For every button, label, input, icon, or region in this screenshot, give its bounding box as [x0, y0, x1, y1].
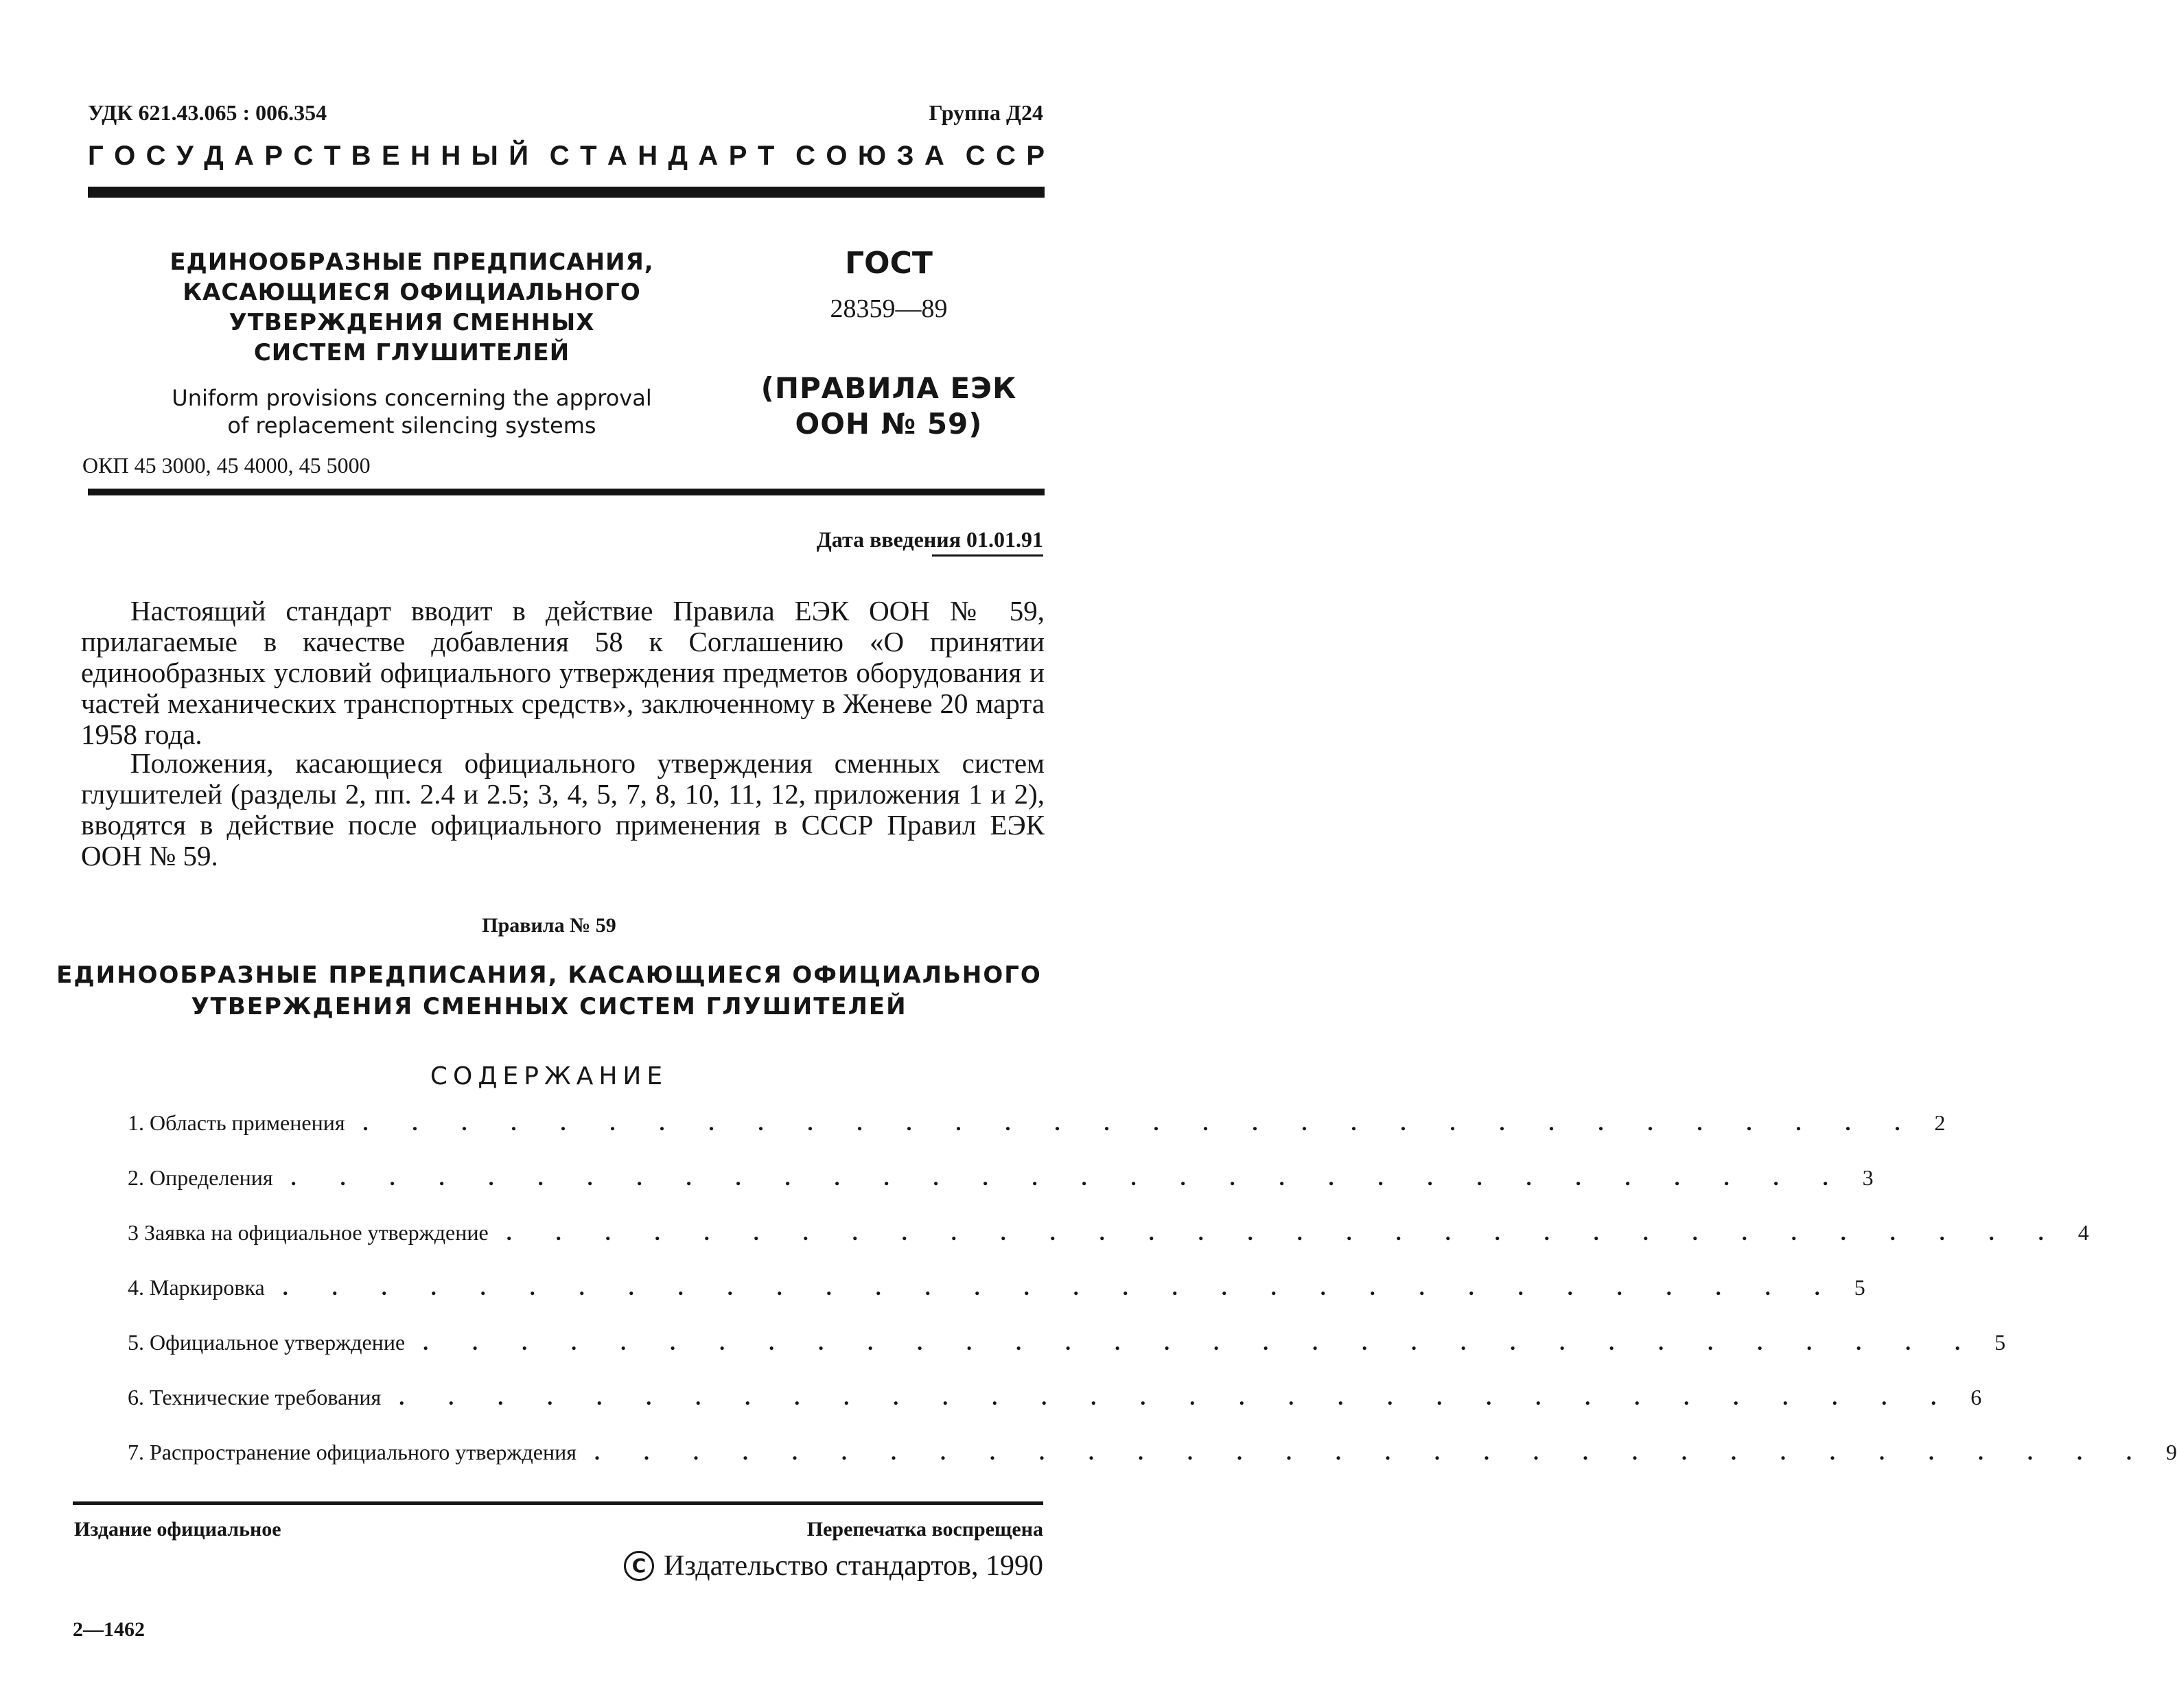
toc-item-label: 5. Официальное утверждение — [128, 1330, 406, 1355]
toc-item[interactable] — [128, 1385, 1982, 1440]
state-standard-letter: Н — [638, 141, 658, 171]
state-standard-letter: Ы — [471, 141, 498, 171]
table-of-contents — [128, 1110, 2177, 1495]
state-standard-letter: Д — [204, 141, 224, 171]
publisher-name: Издательство стандартов, 1990 — [664, 1550, 1043, 1582]
top-divider — [88, 187, 1045, 198]
state-standard-letter: Т — [323, 141, 341, 171]
toc-item-label: 7. Распространение официального утверждения — [128, 1440, 577, 1464]
state-standard-letter: В — [351, 141, 371, 171]
toc-item-label: 4. Маркировка — [128, 1275, 265, 1300]
state-standard-heading — [88, 141, 1045, 172]
title-ru-line: КАСАЮЩИЕСЯ ОФИЦИАЛЬНОГО — [183, 279, 641, 306]
toc-leader-dots: . . . . . . . . . . . . . . . . . . . . . . . . . . . . . . . . — [399, 1385, 1956, 1409]
contents-heading: СОДЕРЖАНИЕ — [430, 1062, 668, 1090]
copyright-icon: C — [624, 1551, 654, 1581]
toc-item-page: 6 — [1970, 1385, 1982, 1409]
toc-leader-dots: . . . . . . . . . . . . . . . . . . . . . . . . . . . . . . . . — [290, 1165, 1848, 1190]
rules-label-line: (ПРАВИЛА ЕЭК — [760, 371, 1017, 405]
state-standard-letter: С — [549, 141, 570, 171]
toc-leader-dots: . . . . . . . . . . . . . . . . . . . . . . . . . . . . . . . . — [362, 1110, 1920, 1135]
state-standard-letter: Й — [509, 141, 528, 171]
state-standard-letter: А — [607, 141, 627, 171]
middle-divider — [88, 489, 1045, 495]
effective-date-label: Дата введения — [816, 527, 961, 552]
toc-item-page: 5 — [1994, 1330, 2006, 1355]
state-standard-letter: Г — [88, 141, 104, 171]
toc-item-label: 6. Технические требования — [128, 1385, 382, 1409]
document-title-en — [110, 384, 714, 439]
gost-label: ГОСТ — [845, 246, 933, 281]
reprint-notice: Перепечатка воспрещена — [806, 1518, 1043, 1541]
toc-item-page: 2 — [1934, 1110, 1946, 1135]
state-standard-letter: Т — [580, 141, 597, 171]
title-ru-line: ЕДИНООБРАЗНЫЕ ПРЕДПИСАНИЯ, — [170, 248, 654, 276]
gost-number: 28359—89 — [830, 294, 948, 323]
title-en-line: of replacement silencing systems — [227, 412, 596, 438]
state-standard-letter: Р — [728, 141, 747, 171]
toc-item[interactable] — [128, 1220, 2089, 1275]
toc-item[interactable] — [128, 1440, 2177, 1495]
state-standard-letter: А — [924, 141, 944, 171]
toc-item-page: 3 — [1862, 1165, 1874, 1190]
effective-date — [817, 527, 1043, 552]
toc-item-page: 4 — [2077, 1220, 2089, 1245]
toc-item[interactable] — [128, 1110, 1946, 1165]
document-title-ru — [110, 247, 714, 368]
rules-title — [55, 959, 1043, 1022]
state-standard-letter: Т — [757, 141, 775, 171]
state-standard-letter: О — [826, 141, 848, 171]
toc-item-page: 5 — [1854, 1275, 1865, 1300]
state-standard-letter: Е — [381, 141, 400, 171]
state-standard-letter: У — [176, 141, 194, 171]
state-standard-letter: С — [965, 141, 986, 171]
edition-note: Издание официальное — [74, 1518, 281, 1541]
udk-code: УДК 621.43.065 : 006.354 — [88, 100, 327, 125]
title-en-line: Uniform provisions concerning the approval — [172, 385, 652, 411]
state-standard-letter: С — [145, 141, 166, 171]
state-standard-letter: А — [234, 141, 255, 171]
state-standard-letter: С — [795, 141, 815, 171]
state-standard-letter: Ю — [857, 141, 887, 171]
group-code: Группа Д24 — [929, 100, 1043, 125]
bottom-divider — [73, 1501, 1043, 1505]
state-standard-letter: С — [293, 141, 314, 171]
state-standard-letter: Р — [264, 141, 283, 171]
effective-date-value: 01.01.91 — [966, 527, 1043, 552]
unece-rules-label — [741, 371, 1036, 442]
toc-item-label: 2. Определения — [128, 1165, 273, 1190]
toc-leader-dots: . . . . . . . . . . . . . . . . . . . . . . . . . . . . . . . . — [594, 1440, 2151, 1464]
toc-item-label: 1. Область применения — [128, 1110, 345, 1135]
title-ru-line: СИСТЕМ ГЛУШИТЕЛЕЙ — [253, 339, 570, 366]
state-standard-letter: А — [698, 141, 719, 171]
state-standard-letter: С — [996, 141, 1016, 171]
toc-item[interactable] — [128, 1275, 1865, 1330]
toc-item[interactable] — [128, 1165, 1874, 1220]
state-standard-letter: Д — [668, 141, 688, 171]
rules-number: Правила № 59 — [482, 914, 616, 937]
print-code: 2—1462 — [73, 1618, 145, 1641]
state-standard-letter: З — [896, 141, 914, 171]
toc-item[interactable] — [128, 1330, 2006, 1385]
toc-item-label: 3 Заявка на официальное утверждение — [128, 1220, 489, 1245]
state-standard-letter: Р — [1026, 141, 1045, 171]
date-underline — [932, 554, 1043, 557]
toc-item-page: 9 — [2165, 1440, 2177, 1464]
toc-leader-dots: . . . . . . . . . . . . . . . . . . . . . . . . . . . . . . . . — [423, 1330, 1980, 1355]
provisions-paragraph: Положения, касающиеся официального утверждения сменных систем глушителей (разделы 2, пп. 2.4 и 2.5; 3, 4, 5, 7, 8, 10, 11, 12, приложения 1 и 2), вводятся в действие после официального применения в СССР Правил ЕЭК ООН № 59. — [81, 747, 1045, 871]
rules-title-line: УТВЕРЖДЕНИЯ СМЕННЫХ СИСТЕМ ГЛУШИТЕЛЕЙ — [191, 993, 907, 1020]
state-standard-letter: Н — [410, 141, 430, 171]
state-standard-letter: О — [114, 141, 136, 171]
rules-label-line: ООН № 59) — [795, 407, 983, 441]
okp-codes: ОКП 45 3000, 45 4000, 45 5000 — [82, 453, 371, 478]
intro-paragraph: Настоящий стандарт вводит в действие Правила ЕЭК ООН № 59, прилагаемые в качестве добавления 58 к Соглашению «О принятии единообразных условий официального утверждения предметов оборудования и частей механических транспортных средств», заключенному в Женеве 20 марта 1958 года. — [81, 595, 1045, 750]
title-ru-line: УТВЕРЖДЕНИЯ СМЕННЫХ — [229, 309, 595, 336]
publisher-line — [624, 1549, 1043, 1582]
toc-leader-dots: . . . . . . . . . . . . . . . . . . . . . . . . . . . . . . . . — [282, 1275, 1839, 1300]
rules-title-line: ЕДИНООБРАЗНЫЕ ПРЕДПИСАНИЯ, КАСАЮЩИЕСЯ ОФИЦИАЛЬНОГО — [56, 961, 1042, 989]
toc-leader-dots: . . . . . . . . . . . . . . . . . . . . . . . . . . . . . . . . — [506, 1220, 2063, 1245]
state-standard-letter: Н — [441, 141, 461, 171]
